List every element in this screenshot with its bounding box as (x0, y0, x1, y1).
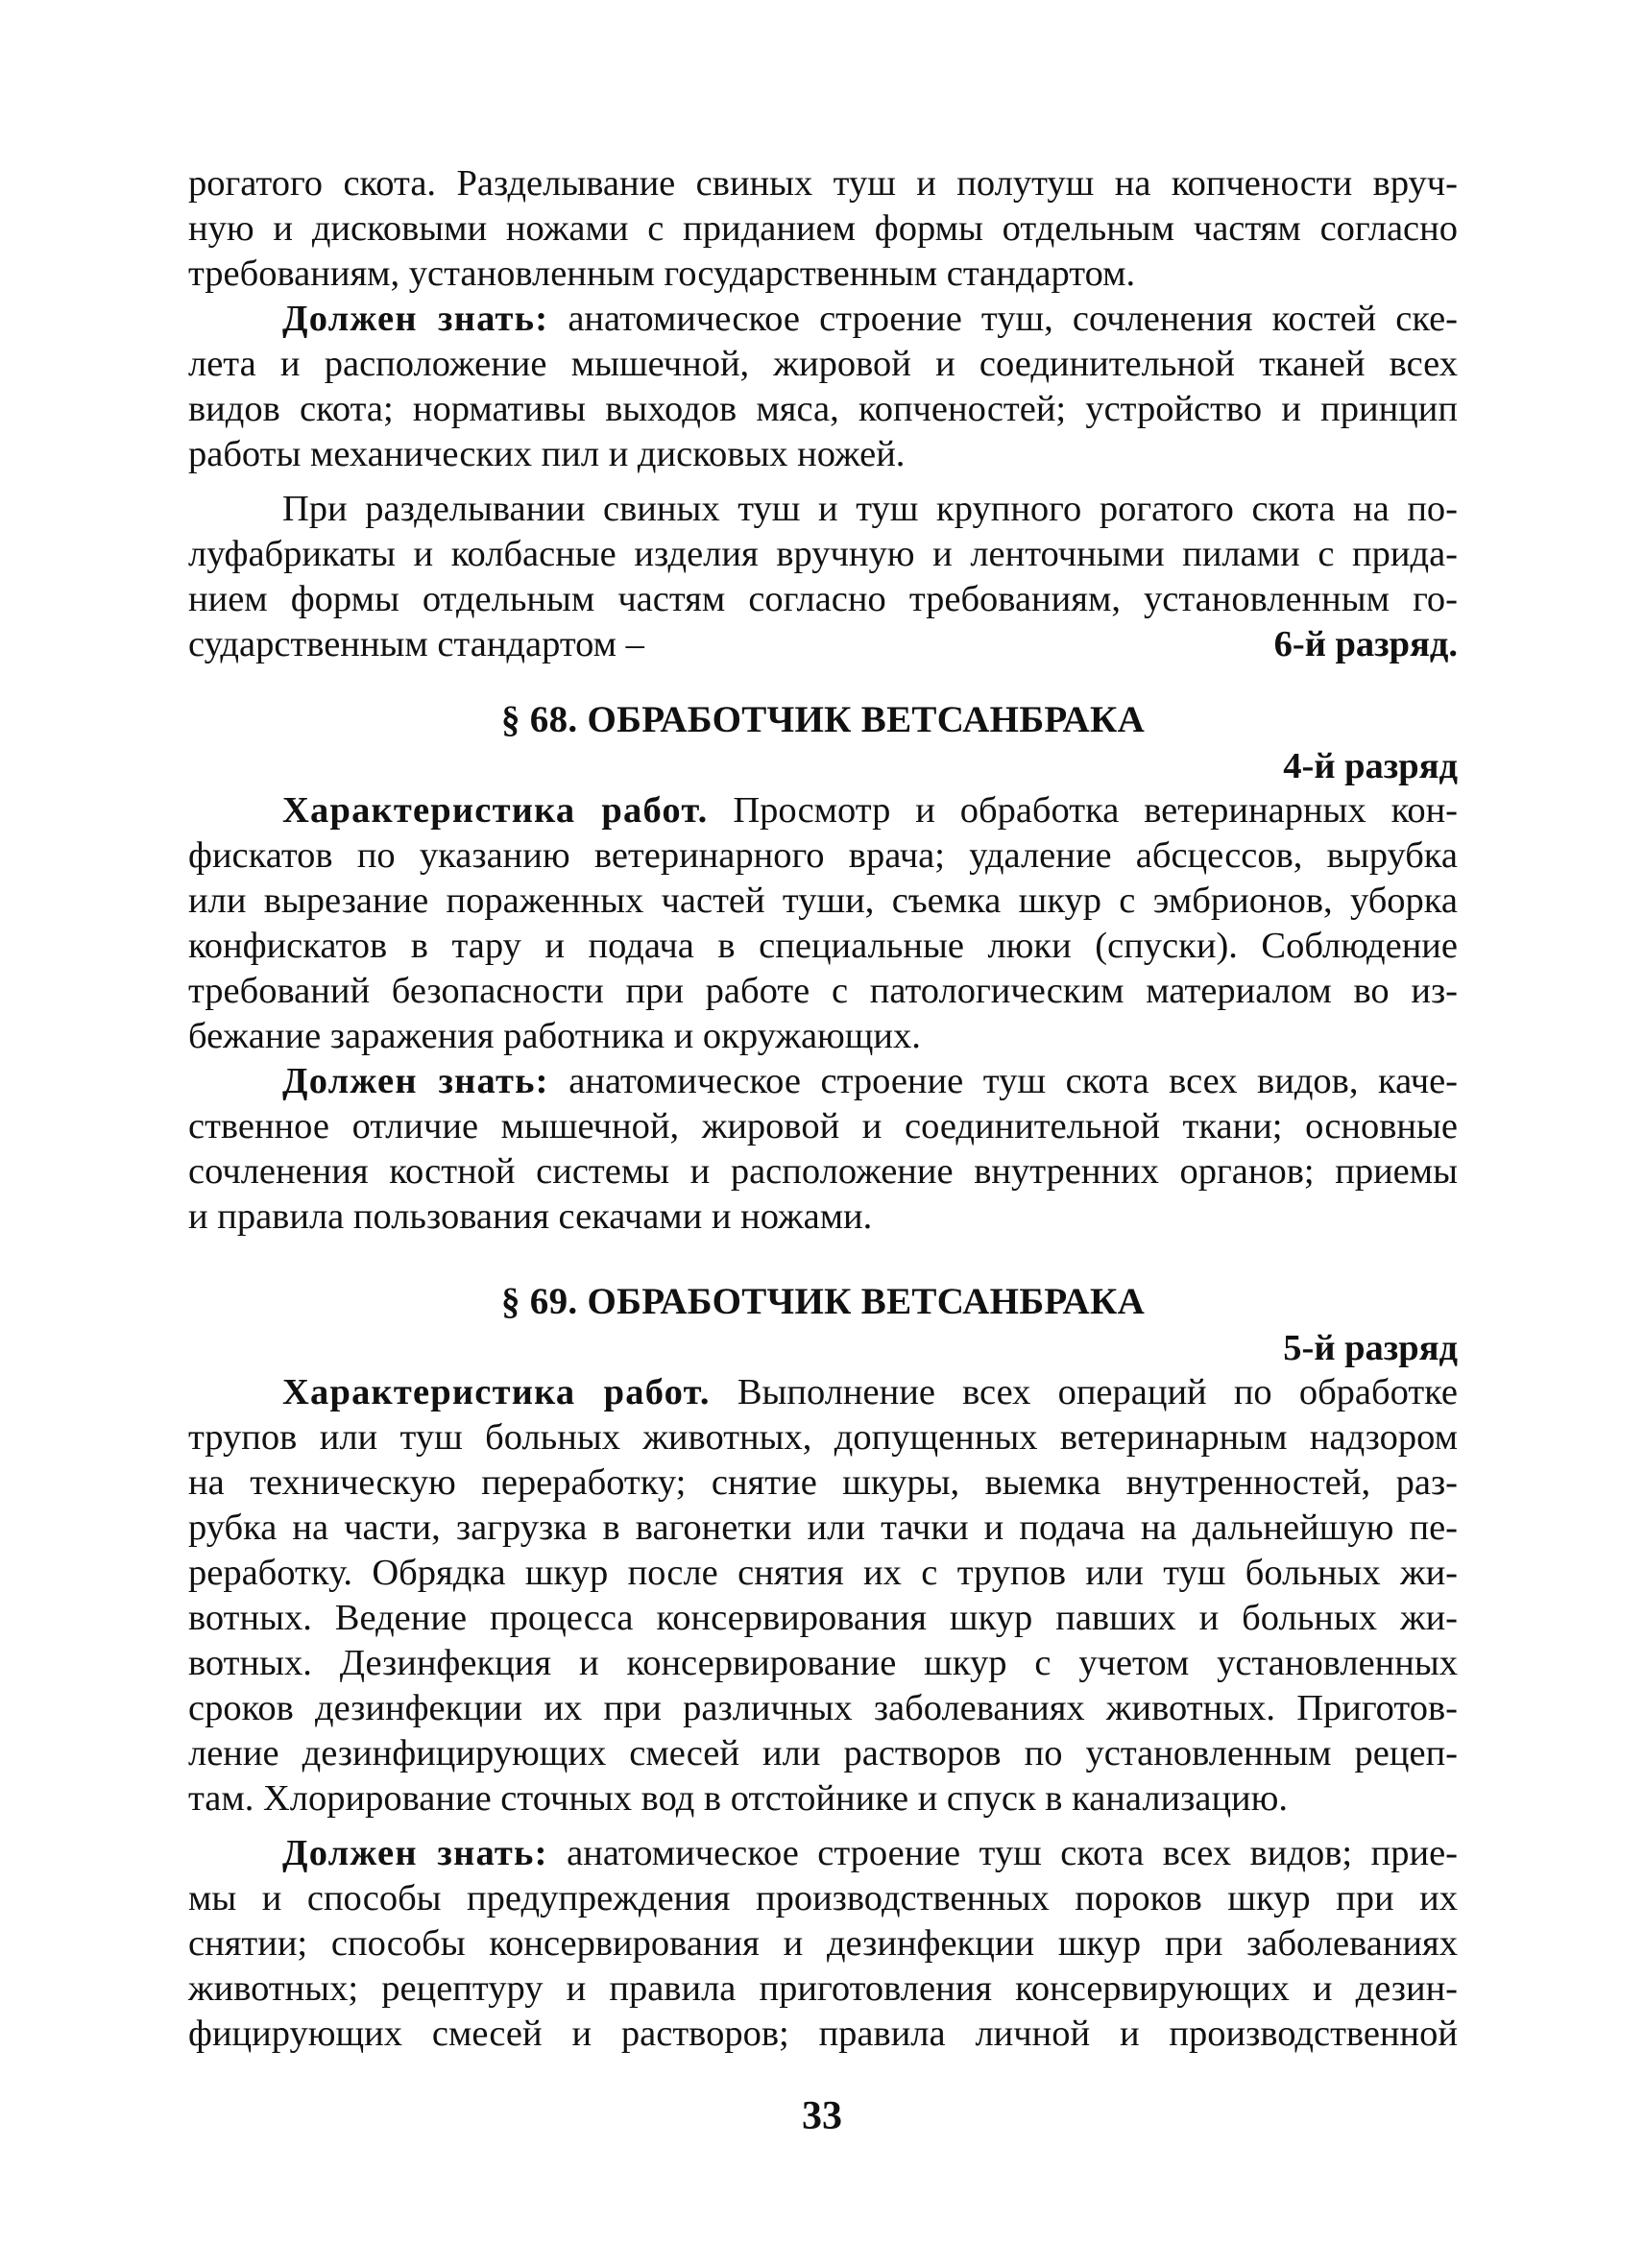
text-line: сроков дезинфекции их при различных заболеваниях животных. Приготов- (188, 1688, 1458, 1728)
text-line: требованиям, установленным государственным стандартом. (188, 253, 1136, 294)
text-line: ственное отличие мышечной, жировой и соединительной ткани; основные (188, 1106, 1458, 1146)
grade-6-paragraph (188, 487, 1458, 667)
text-line: мы и способы предупреждения производственных пороков шкур при их (188, 1878, 1458, 1918)
knowledge-label: Должен знать: (282, 299, 549, 339)
knowledge-label: Должен знать: (282, 1833, 548, 1873)
page-number: 33 (802, 2094, 842, 2138)
text-line: или вырезание пораженных частей туши, съемка шкур с эмбрионов, уборка (188, 881, 1458, 921)
text-line: Характеристика работ. Просмотр и обработка ветеринарных кон- (282, 790, 1458, 831)
text-line: конфискатов в тару и подача в специальные люки (спуски). Соблюдение (188, 926, 1458, 966)
text-line: сочленения костной системы и расположение внутренних органов; приемы (188, 1151, 1458, 1192)
characteristics-label: Характеристика работ. (282, 1372, 711, 1412)
text-line: снятии; способы консервирования и дезинфекции шкур при заболеваниях (188, 1923, 1458, 1964)
section-69-characteristics (188, 1370, 1458, 1822)
text-line: рубка на части, загрузка в вагонетки или тачки и подача на дальнейшую пе- (188, 1508, 1458, 1548)
text-line: Должен знать: анатомическое строение туш, сочленения костей ске- (282, 299, 1458, 339)
intro-paragraph (188, 161, 1458, 297)
section-68-characteristics (188, 788, 1458, 1059)
text-line: Должен знать: анатомическое строение туш скота всех видов; прие- (282, 1833, 1458, 1873)
text-line: работы механических пил и дисковых ножей. (188, 434, 906, 474)
section-68-knowledge (188, 1059, 1458, 1240)
text-line: Характеристика работ. Выполнение всех операций по обработке (282, 1372, 1458, 1412)
text-line (188, 622, 1458, 667)
grade-6-text: сударственным стандартом – (188, 624, 644, 664)
text-line: луфабрикаты и колбасные изделия вручную и ленточными пилами с прида- (188, 534, 1458, 574)
text-line: видов скота; нормативы выходов мяса, копченостей; устройство и принцип (188, 389, 1458, 429)
text-line: животных; рецептуру и правила приготовления консервирующих и дезин- (188, 1968, 1458, 2009)
text-line: фискатов по указанию ветеринарного врача; удаление абсцессов, вырубка (188, 835, 1458, 876)
section-68-grade: 4-й разряд (1283, 746, 1458, 786)
section-69-title: § 69. ОБРАБОТЧИК ВЕТСАНБРАКА (500, 1281, 1146, 1322)
grade-6-label: 6-й разряд. (1273, 624, 1458, 664)
section-69-knowledge (188, 1831, 1458, 2057)
text-line: бежание заражения работника и окружающих. (188, 1016, 921, 1056)
text-line: на техническую переработку; снятие шкуры, выемка внутренностей, раз- (188, 1462, 1458, 1503)
section-68-title: § 68. ОБРАБОТЧИК ВЕТСАНБРАКА (500, 699, 1146, 740)
text-line: нием формы отдельным частям согласно требованиям, установленным го- (188, 579, 1458, 619)
text-line: вотных. Ведение процесса консервирования шкур павших и больных жи- (188, 1598, 1458, 1638)
text-line: ление дезинфицирующих смесей или растворов по установленным рецеп- (188, 1733, 1458, 1773)
text-line: трупов или туш больных животных, допущенных ветеринарным надзором (188, 1417, 1458, 1458)
text-line: вотных. Дезинфекция и консервирование шкур с учетом установленных (188, 1643, 1458, 1683)
text-line: ную и дисковыми ножами с приданием формы отдельным частям согласно (188, 208, 1458, 249)
knowledge-label: Должен знать: (282, 1061, 549, 1101)
text-line: Должен знать: анатомическое строение туш скота всех видов, каче- (282, 1061, 1458, 1101)
characteristics-label: Характеристика работ. (282, 790, 709, 831)
document-page (188, 161, 1458, 2057)
text-line: фицирующих смесей и растворов; правила личной и производственной (188, 2014, 1458, 2054)
knowledge-paragraph-67 (188, 297, 1458, 477)
text-line: При разделывании свиных туш и туш крупного рогатого скота на по- (282, 489, 1458, 529)
section-69-grade: 5-й разряд (1283, 1328, 1458, 1368)
text-line: требований безопасности при работе с патологическим материалом во из- (188, 971, 1458, 1011)
text-line: реработку. Обрядка шкур после снятия их с трупов или туш больных жи- (188, 1553, 1458, 1593)
text-line: и правила пользования секачами и ножами. (188, 1196, 873, 1237)
text-line: рогатого скота. Разделывание свиных туш и полутуш на копчености вруч- (188, 163, 1458, 204)
text-line: там. Хлорирование сточных вод в отстойнике и спуск в канализацию. (188, 1778, 1289, 1819)
text-line: лета и расположение мышечной, жировой и соединительной тканей всех (188, 344, 1458, 384)
